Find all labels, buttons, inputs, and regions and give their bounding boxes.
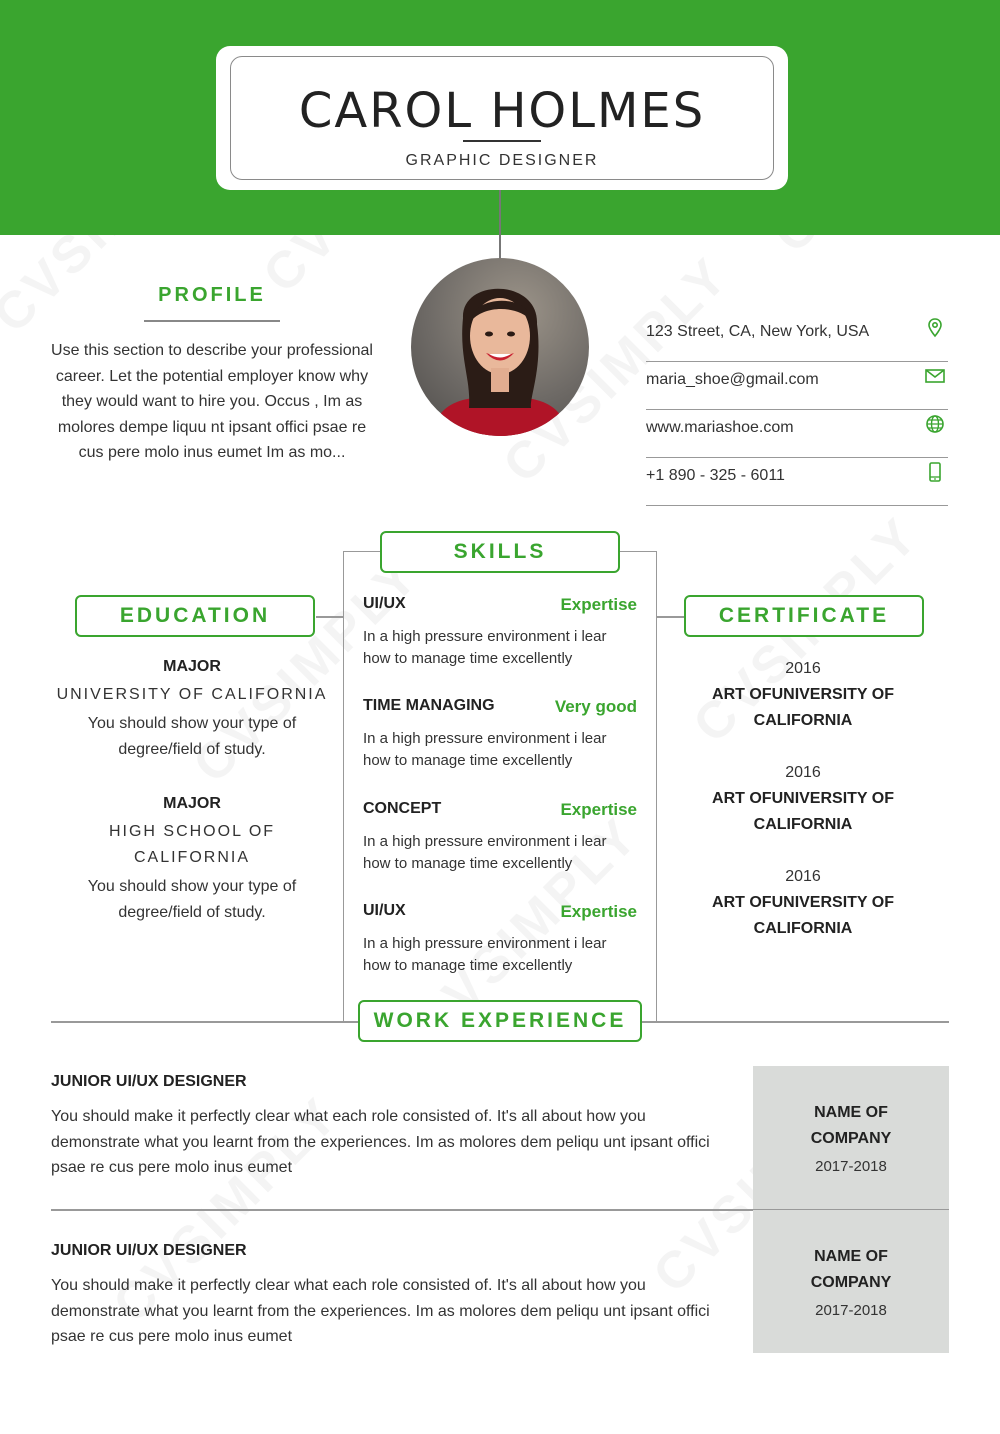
certificate-year: 2016 bbox=[785, 764, 821, 781]
contact-email[interactable] bbox=[646, 362, 948, 410]
skill-level: Expertise bbox=[560, 800, 637, 819]
certificate-item bbox=[690, 868, 916, 942]
portrait-icon bbox=[411, 258, 589, 436]
contact-phone bbox=[646, 458, 948, 506]
education-major: MAJOR bbox=[163, 658, 221, 675]
education-description: You should show your type of degree/field of study. bbox=[87, 715, 297, 758]
skill-description: In a high pressure environment i lear how to manage time excellently bbox=[363, 935, 607, 974]
skill-name: CONCEPT bbox=[363, 800, 442, 817]
skill-description: In a high pressure environment i lear how to manage time excellently bbox=[363, 730, 607, 769]
phone-icon bbox=[924, 461, 946, 483]
certificate-item bbox=[690, 764, 916, 838]
header-connector bbox=[499, 190, 501, 262]
certificate-name: ART OFUNIVERSITY OF CALIFORNIA bbox=[712, 686, 894, 729]
skill-name: UI/UX bbox=[363, 595, 406, 612]
globe-icon bbox=[924, 413, 946, 435]
job-title: JUNIOR UI/UX DESIGNER bbox=[51, 1073, 247, 1090]
education-major: MAJOR bbox=[163, 795, 221, 812]
certificate-year: 2016 bbox=[785, 660, 821, 677]
job-item bbox=[51, 1242, 721, 1350]
name-card bbox=[216, 46, 788, 190]
job-title: JUNIOR UI/UX DESIGNER bbox=[51, 1242, 247, 1259]
education-item bbox=[50, 795, 334, 926]
education-connector bbox=[316, 616, 344, 618]
education-heading: EDUCATION bbox=[75, 595, 315, 637]
skill-description: In a high pressure environment i lear how to manage time excellently bbox=[363, 628, 607, 667]
skills-heading: SKILLS bbox=[380, 531, 620, 573]
contact-website[interactable] bbox=[646, 410, 948, 458]
education-item bbox=[50, 658, 334, 763]
contact-list bbox=[646, 314, 948, 506]
profile-divider bbox=[144, 320, 280, 322]
work-experience-heading: WORK EXPERIENCE bbox=[358, 1000, 642, 1042]
skill-description: In a high pressure environment i lear how to manage time excellently bbox=[363, 833, 607, 872]
job-item bbox=[51, 1073, 721, 1181]
education-description: You should show your type of degree/field of study. bbox=[87, 878, 297, 921]
profile-heading: PROFILE bbox=[158, 284, 266, 306]
skill-name: TIME MANAGING bbox=[363, 697, 495, 714]
envelope-icon bbox=[924, 365, 946, 387]
skill-level: Very good bbox=[554, 697, 637, 716]
contact-address bbox=[646, 314, 948, 362]
name-card-frame bbox=[230, 56, 774, 180]
certificate-connector bbox=[656, 616, 684, 618]
certificate-name: ART OFUNIVERSITY OF CALIFORNIA bbox=[712, 790, 894, 833]
certificate-year: 2016 bbox=[785, 868, 821, 885]
address-text: 123 Street, CA, New York, USA bbox=[646, 323, 870, 340]
location-pin-icon bbox=[924, 317, 946, 339]
profile-summary: Use this section to describe your professional career. Let the potential employer know why they would want to hire you. Occus , Im as molores dempe liquu nt ipsant offici psae re cus pere molo inus eumet Im as mo... bbox=[51, 342, 373, 462]
education-school: UNIVERSITY OF CALIFORNIA bbox=[56, 686, 328, 703]
candidate-name: CAROL HOLMES bbox=[298, 83, 706, 139]
company-name: NAME OF COMPANY bbox=[810, 1248, 892, 1291]
website-text[interactable]: www.mariashoe.com bbox=[646, 419, 794, 436]
education-school: HIGH SCHOOL OF CALIFORNIA bbox=[108, 823, 276, 866]
company-box bbox=[753, 1210, 949, 1353]
candidate-title: GRAPHIC DESIGNER bbox=[405, 152, 599, 169]
skill-name: UI/UX bbox=[363, 902, 406, 919]
skill-level: Expertise bbox=[560, 595, 637, 614]
profile-photo bbox=[411, 258, 589, 436]
skill-level: Expertise bbox=[560, 902, 637, 921]
name-divider bbox=[463, 140, 541, 142]
job-description: You should make it perfectly clear what each role consisted of. It's all about how you demonstrate what you learnt from the experiences. Im as molores dem peliqu unt ipsant offici psae re cus pere molo inus eumet bbox=[51, 1108, 710, 1176]
phone-text: +1 890 - 325 - 6011 bbox=[646, 467, 785, 484]
company-box bbox=[753, 1066, 949, 1209]
company-years: 2017-2018 bbox=[815, 1302, 887, 1319]
job-description: You should make it perfectly clear what each role consisted of. It's all about how you demonstrate what you learnt from the experiences. Im as molores dem peliqu unt ipsant offici psae re cus pere molo inus eumet bbox=[51, 1277, 710, 1345]
company-years: 2017-2018 bbox=[815, 1158, 887, 1175]
certificate-heading: CERTIFICATE bbox=[684, 595, 924, 637]
certificate-item bbox=[690, 660, 916, 734]
company-name: NAME OF COMPANY bbox=[810, 1104, 892, 1147]
work-divider-left bbox=[51, 1021, 358, 1023]
email-text[interactable]: maria_shoe@gmail.com bbox=[646, 371, 819, 388]
certificate-name: ART OFUNIVERSITY OF CALIFORNIA bbox=[712, 894, 894, 937]
work-divider-right bbox=[641, 1021, 949, 1023]
